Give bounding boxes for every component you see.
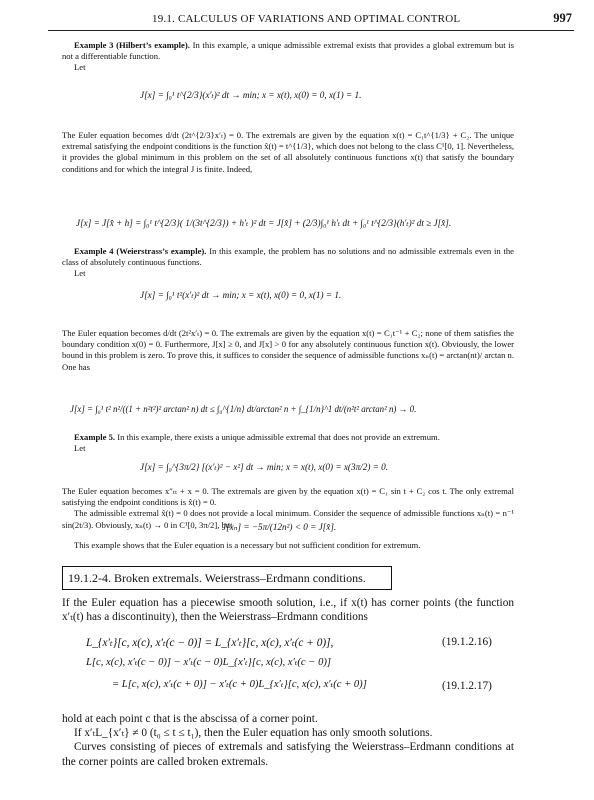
example5-conclusion: This example shows that the Euler equation is a necessary but not sufficient condition for extremum. xyxy=(74,540,421,550)
example4-equation-1: J[x] = ∫₀¹ t²(x′ₜ)² dt → min; x = x(t), x(0) = 0, x(1) = 1. xyxy=(140,290,342,300)
example5-heading: Example 5. xyxy=(74,432,116,442)
example4-paragraph-1: The Euler equation becomes d/dt (2t²x′ₜ) = 0. The extremals are given by the equation x(t) = C₁t⁻¹ + C₂; none of them satisfies the boundary condition x(0) = 0. Furthermore, J[x] ≥ 0, and J[x] > 0 for any absolutely continuous function x(t). Obviously, the lower bound in this problem is zero. To prove this, it suffices to consider the sequence of admissible functions xₙ(t) = arctan(nt)/ arctan n. One has xyxy=(62,328,514,372)
header-title: 19.1. CALCULUS OF VARIATIONS AND OPTIMAL CONTROL xyxy=(152,13,461,25)
example5-let: Let xyxy=(74,443,86,454)
example5-intro-block xyxy=(62,432,514,454)
example4-heading: Example 4 (Weierstrass’s example). xyxy=(74,246,207,256)
example3-let: Let xyxy=(74,62,86,73)
example4-equation-2: J[x] = ∫₀¹ t² n²/((1 + n²t²)² arctan² n) dt ≤ ∫₀^{1/n} dt/arctan² n + ∫_{1/n}^1 dt/(n²t² arctan² n) → 0. xyxy=(70,404,417,414)
equation-19-1-2-16: L_{x′ₜ}[c, x(c), x′ₜ(c − 0)] = L_{x′ₜ}[c, x(c), x′ₜ(c + 0)], xyxy=(86,637,334,649)
equation-number-16: (19.1.2.16) xyxy=(442,636,492,648)
section-intro-block xyxy=(62,596,514,624)
equation-number-17: (19.1.2.17) xyxy=(442,680,492,692)
section-title: 19.1.2-4. Broken extremals. Weierstrass–Erdmann conditions. xyxy=(68,571,366,585)
example5-paragraph-1: The Euler equation becomes x″ₜₜ + x = 0. The extremals are given by the equation x(t) = C₁ sin t + C₂ cos t. The only extremal satisfying the endpoint conditions is x̂(t) = 0. xyxy=(62,486,514,508)
example3-heading: Example 3 (Hilbert’s example). xyxy=(74,40,190,50)
section-paragraph-1: If the Euler equation has a piecewise smooth solution, i.e., if x(t) has corner points (the function x′ₜ(t) has a discontinuity), then the Weierstrass–Erdmann conditions xyxy=(62,597,514,624)
section-body-block xyxy=(62,712,514,769)
example3-intro-block xyxy=(62,40,514,74)
example4-body-block xyxy=(62,328,514,373)
example4-let: Let xyxy=(74,268,86,279)
example5-intro: In this example, there exists a unique admissible extremal that does not provide an extremum. xyxy=(117,432,440,442)
example4-intro: In this example, the problem has no solutions and no admissible extremals even in the class of absolutely continuous functions. xyxy=(62,246,514,268)
section-heading-box xyxy=(62,566,392,590)
example4-intro-block xyxy=(62,246,514,280)
example3-equation-2: J[x] = J[x̂ + h] = ∫₀¹ t^{2/3}( 1/(3t^{2/3}) + h′ₜ )² dt = J[x̂] + (2/3)∫₀¹ h′ₜ dt + ∫₀¹ t^{2/3}(h′ₜ)² dt ≥ J[x̂]. xyxy=(76,218,452,228)
example5-paragraph-2: The admissible extremal x̂(t) = 0 does not provide a local minimum. Consider the sequence of admissible functions xₙ(t) = n⁻¹ sin(2t/3). Obviously, xₙ(t) → 0 in C¹[0, 3π/2], but xyxy=(62,508,514,530)
page-number: 997 xyxy=(553,11,572,25)
example5-equation-1: J[x] = ∫₀^{3π/2} [(x′ₜ)² − x²] dt → min; x = x(t), x(0) = x(3π/2) = 0. xyxy=(140,462,389,472)
section-paragraph-3: If x′ₜL_{x′ₜ} ≠ 0 (t₀ ≤ t ≤ t₁), then the Euler equation has only smooth solutions. xyxy=(74,727,433,740)
example3-paragraph-1: The Euler equation becomes d/dt (2t^{2/3}x′ₜ) = 0. The extremals are given by the equation x(t) = C₁t^{1/3} + C₂. The unique extremal satisfying the endpoint conditions is the function x̂(t) = t^{1/3}, which does not belong to the class C¹[0, 1]. Nevertheless, it provides the global minimum in this problem on the set of all absolutely continuous functions x(t) that satisfy the boundary conditions and for which the integral J is finite. Indeed, xyxy=(62,130,514,174)
example5-conclusion-block xyxy=(62,540,514,551)
equation-19-1-2-17-line-1: L[c, x(c), x′ₜ(c − 0)] − x′ₜ(c − 0)L_{x′ₜ}[c, x(c), x′ₜ(c − 0)] xyxy=(86,657,332,668)
running-header xyxy=(48,10,574,31)
example5-equation-2: J[xₙ] = −5π/(12n²) < 0 = J[x̂]. xyxy=(222,522,337,532)
equation-19-1-2-17-line-2: = L[c, x(c), x′ₜ(c + 0)] − x′ₜ(c + 0)L_{x′ₜ}[c, x(c), x′ₜ(c + 0)] xyxy=(112,679,367,690)
example3-body-block xyxy=(62,130,514,175)
section-paragraph-2: hold at each point c that is the abscissa of a corner point. xyxy=(62,713,318,725)
example3-intro: In this example, a unique admissible extremal exists that provides a global extremum but is not a differentiable function. xyxy=(62,40,515,62)
example3-equation-1: J[x] = ∫₀¹ t^{2/3}(x′ₜ)² dt → min; x = x(t), x(0) = 0, x(1) = 1. xyxy=(140,90,362,100)
section-paragraph-4: Curves consisting of pieces of extremals and satisfying the Weierstrass–Erdmann conditions at the corner points are called broken extremals. xyxy=(62,741,514,768)
